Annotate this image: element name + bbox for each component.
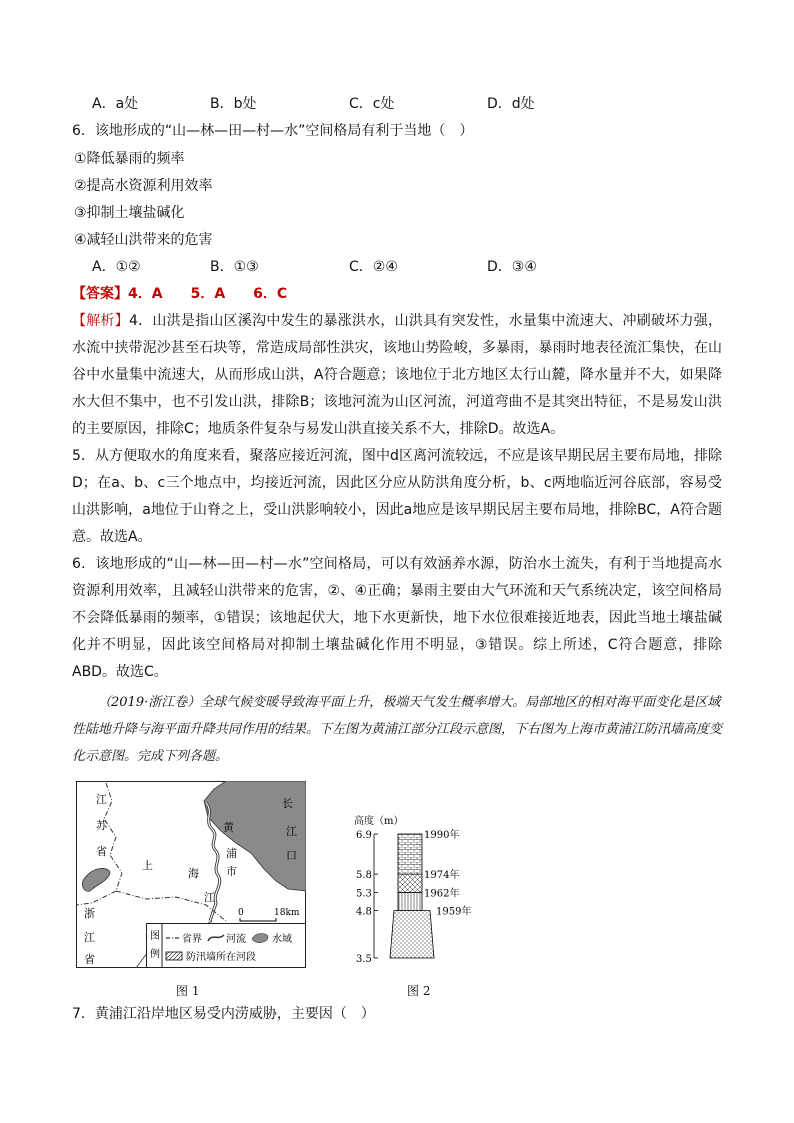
answer-line — [72, 284, 287, 304]
fig2-year-labels — [424, 828, 471, 918]
year-label-1974年: 1974年 — [424, 870, 460, 882]
fig2-ylabel: 高度（m） — [354, 816, 404, 827]
legend-wall: 防汛墙所在河段 — [186, 952, 256, 963]
legend-title-1: 图 — [150, 931, 160, 942]
q6-item-3: ③抑制土壤盐碱化 — [74, 205, 185, 221]
scale-km: 18km — [274, 908, 300, 918]
analysis-p4 — [72, 308, 722, 443]
label-jiangsu-3: 省 — [96, 845, 107, 858]
q5-option-c: C．c处 — [349, 96, 395, 112]
figure2-chart — [350, 812, 490, 968]
q5-option-a: A．a处 — [92, 96, 139, 112]
label-zhejiang-3: 省 — [84, 953, 95, 966]
wall-segment-1974年 — [398, 874, 422, 892]
year-label-1959年: 1959年 — [436, 906, 472, 918]
label-changjiang-1: 长 — [282, 797, 293, 810]
label-changjiang-3: 口 — [286, 849, 297, 862]
label-jiangsu-2: 苏 — [96, 819, 107, 832]
label-huangpu-2: 浦 — [226, 847, 237, 860]
label-huangpu-3: 江 — [204, 891, 215, 904]
q6-option-a: A．①② — [92, 259, 141, 275]
legend-water: 水域 — [272, 934, 292, 945]
answer-label: 【答案】 — [72, 286, 128, 302]
label-zhejiang-1: 浙 — [84, 907, 95, 920]
q6-item-4: ④减轻山洪带来的危害 — [74, 232, 213, 248]
tick-label-5.3: 5.3 — [356, 888, 372, 900]
label-shanghai-3: 市 — [226, 865, 237, 878]
legend-river: 河流 — [226, 934, 246, 945]
q5-option-b: B．b处 — [210, 96, 257, 112]
analysis-p5: 5．从方便取水的角度来看，聚落应接近河流，图中d区离河流较远，不应是该早期民居主要布局地，排除D；在a、b、c三个地点中，均接近河流，因此区分应从防洪角度分析，b、c两地临近河谷底部，容易受山洪影响，a地位于山脊之上，受山洪影响较小，因此a地应是该早期民居主要布局地，排除BC，A符合题意。故选A。 — [72, 448, 722, 545]
q7-stem: 7．黄浦江沿岸地区易受内涝威胁，主要因（ ） — [72, 1006, 375, 1022]
tick-label-6.9: 6.9 — [356, 830, 372, 841]
legend-boundary: 省界 — [182, 934, 202, 945]
label-shanghai-1: 上 — [142, 859, 153, 872]
label-shanghai-2: 海 — [188, 867, 199, 880]
fig2-ticks — [356, 830, 378, 965]
q6-option-d: D．③④ — [487, 259, 537, 275]
q6-item-1: ①降低暴雨的频率 — [74, 151, 185, 167]
q6-option-b: B．①③ — [210, 259, 259, 275]
q6-option-c: C．②④ — [349, 259, 398, 275]
analysis-label: 【解析】 — [72, 313, 129, 329]
legend-title-2: 例 — [150, 949, 160, 960]
figure1-caption: 图 1 — [176, 984, 200, 998]
question-intro: （2019·浙江卷）全球气候变暖导致海平面上升，极端天气发生概率增大。局部地区的相对海平面变化是区域性陆地升降与海平面升降共同作用的结果。下左图为黄浦江部分江段示意图，下右图为上海市黄浦江防汛墙高度变化示意图。完成下列各题。 — [72, 695, 723, 764]
year-label-1962年: 1962年 — [424, 888, 460, 900]
label-changjiang-2: 江 — [286, 825, 297, 838]
figure1-map — [76, 781, 306, 968]
tick-label-5.8: 5.8 — [356, 870, 372, 882]
wall-segment-1990年 — [398, 834, 422, 874]
year-label-1990年: 1990年 — [424, 830, 460, 841]
wall-segment-1962年 — [398, 892, 422, 910]
q5-option-d: D．d处 — [487, 96, 535, 112]
answer-text: 4．A 5．A 6．C — [128, 286, 288, 302]
label-zhejiang-2: 江 — [84, 931, 95, 944]
q6-stem: 6．该地形成的“山—林—田—村—水”空间格局有利于当地（ ） — [72, 123, 474, 139]
figure2-caption: 图 2 — [407, 984, 431, 998]
scale-zero: 0 — [238, 908, 244, 918]
label-huangpu-1: 黄 — [223, 821, 234, 834]
analysis-p4-text: 4．山洪是指山区溪沟中发生的暴涨洪水，山洪具有突发性，水量集中流速大、冲刷破坏力强，水流中挟带泥沙甚至石块等，常造成局部性洪灾，该地山势险峻，多暴雨，暴雨时地表径流汇集快，在山谷中水量集中流速大，从而形成山洪，A符合题意；该地位于北方地区太行山麓，降水量并不大，如果降水大但不集中，也不引发山洪，排除B；该地河流为山区河流，河道弯曲不是其突出特征，不是易发山洪的主要原因，排除C；地质条件复杂与易发山洪直接关系不大，排除D。故选A。 — [72, 313, 723, 437]
q6-item-2: ②提高水资源利用效率 — [74, 178, 213, 194]
tick-label-4.8: 4.8 — [356, 906, 372, 918]
analysis-p6: 6．该地形成的“山—林—田—村—水”空间格局，可以有效涵养水源，防治水土流失，有利于当地提高水资源利用效率，且减轻山洪带来的危害，②、④正确；暴雨主要由大气环流和天气系统决定，该空间格局不会降低暴雨的频率，①错误；该地起伏大，地下水更新快，地下水位很难接近地表，因此当地土壤盐碱化并不明显，因此该空间格局对抑制土壤盐碱化作用不明显，③错误。综上所述，C符合题意，排除ABD。故选C。 — [72, 556, 722, 680]
wall-segment-1959年 — [390, 911, 434, 958]
label-jiangsu-1: 江 — [96, 793, 107, 806]
tick-label-3.5: 3.5 — [356, 954, 372, 965]
